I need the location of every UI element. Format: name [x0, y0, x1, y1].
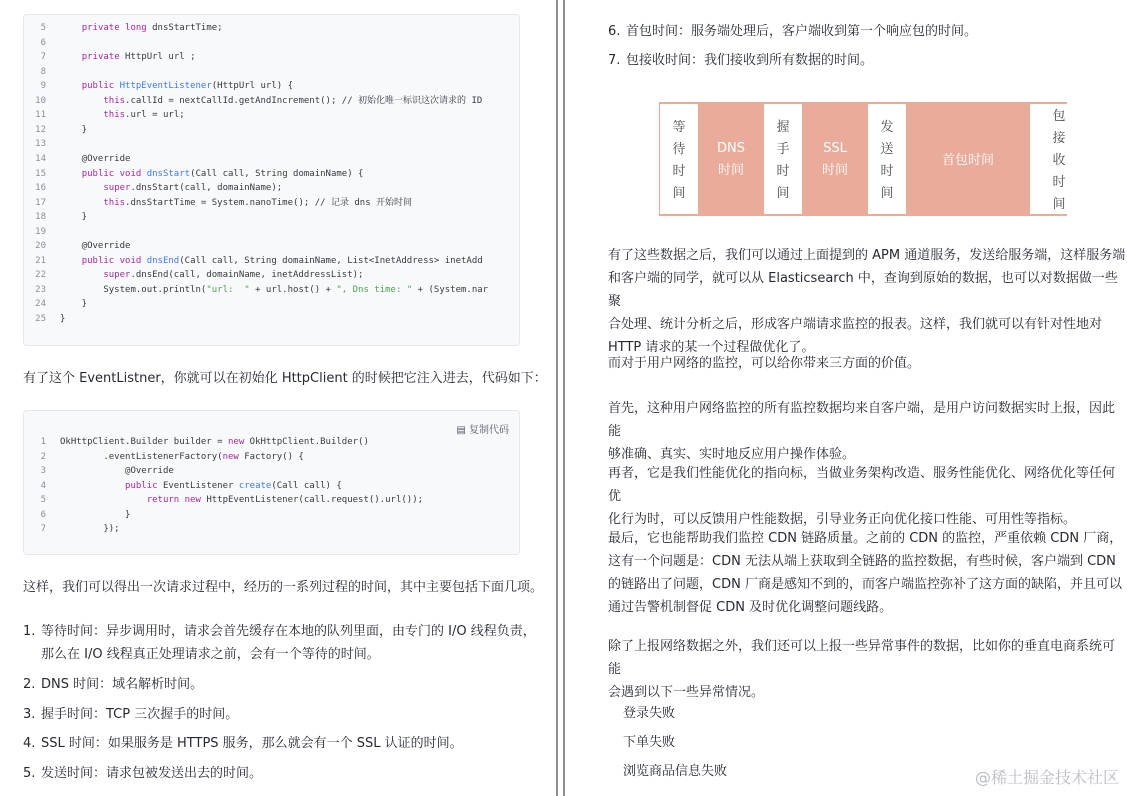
code-line	[24, 450, 304, 464]
copy-code-label: 复制代码	[469, 425, 509, 436]
code-token: }	[60, 124, 88, 135]
code-line	[24, 181, 282, 195]
line-number: 3	[40, 466, 46, 476]
paragraph	[608, 397, 1127, 466]
list-item	[23, 732, 463, 755]
timing-stage-label: 发送时间	[880, 120, 894, 201]
line-number: 23	[35, 284, 46, 295]
code-line	[24, 239, 130, 253]
page-divider	[556, 0, 558, 796]
code-token: super	[103, 270, 131, 281]
code-token: dnsStart	[146, 168, 191, 179]
line-number: 20	[35, 241, 46, 252]
paragraph-line: 的链路出了问题，CDN 厂商是感知不到的，而客户端监控弥补了这方面的缺陷，并且可以	[608, 577, 1122, 592]
code-line	[24, 21, 223, 35]
code-token: .url = url;	[125, 110, 185, 121]
code-token: EventListener	[162, 480, 239, 491]
code-line	[24, 50, 196, 64]
code-token: }	[60, 212, 88, 223]
code-line	[24, 123, 87, 137]
code-token: + url.host() +	[249, 284, 337, 295]
line-number: 13	[35, 139, 46, 150]
watermark: @稀土掘金技术社区	[974, 768, 1119, 787]
code-token	[60, 256, 82, 266]
code-line	[24, 464, 174, 478]
line-number: 9	[40, 81, 46, 92]
timing-stage	[764, 104, 802, 214]
timing-stage-label: DNS 时间	[717, 141, 745, 178]
list-number: 4.	[23, 736, 36, 751]
exception-item: 登录失败	[623, 706, 676, 721]
code-line	[24, 254, 483, 268]
code-line	[24, 508, 130, 522]
line-number: 22	[35, 270, 46, 281]
line-number: 25	[35, 314, 46, 324]
code-token: .eventListenerFactory(	[60, 451, 223, 462]
paragraph-line: 这有一个问题是：CDN 无法从端上获取到全链路的监控数据，有些时候，客户端到 CDN	[608, 554, 1116, 569]
right-page	[565, 0, 1127, 796]
code-token: private	[81, 52, 126, 63]
code-token: (Call call, String domainName, List<InetAddress> inetAdd	[179, 255, 483, 266]
code-token: }	[60, 299, 88, 310]
line-number: 5	[40, 23, 46, 33]
code-token: public void	[81, 168, 147, 179]
timing-stage-label: 包接收时间	[1052, 109, 1066, 212]
list-text: 首包时间：服务端处理后，客户端收到第一个响应包的时间。	[626, 24, 978, 39]
code-token: OkHttpClient.Builder builder =	[60, 437, 228, 447]
code-token: System.out.println(	[60, 284, 207, 295]
code-line	[24, 137, 60, 151]
code-token: dnsStartTime;	[152, 23, 223, 33]
paragraph-line: 会遇到以下一些异常情况。	[608, 685, 765, 700]
paragraph-listener: 有了这个 EventListner，你就可以在初始化 HttpClient 的时候把它注入进去，代码如下：	[23, 371, 547, 386]
timing-stage-label: SSL 时间	[821, 141, 849, 178]
code-token	[60, 110, 103, 120]
line-number: 7	[40, 52, 46, 63]
timing-stage	[806, 104, 864, 214]
timing-stage	[910, 104, 1026, 214]
code-token	[60, 481, 125, 491]
code-token: }	[60, 509, 131, 520]
paragraph-line: 通过告警机制督促 CDN 及时优化调整问题线路。	[608, 600, 893, 615]
list-text: 握手时间：TCP 三次握手的时间。	[41, 706, 239, 722]
code-token: OkHttpClient.Builder()	[249, 437, 369, 447]
exception-item: 浏览商品信息失败	[623, 764, 728, 779]
code-token	[60, 169, 82, 179]
code-token	[60, 52, 82, 62]
code-token: // 初始化唯一标识这次请求的 ID	[341, 95, 483, 106]
list-text-continued: 那么在 I/O 线程真正处理请求之前，会有一个等待的时间。	[41, 647, 380, 662]
paragraph-line: 够准确、真实、实时地反应用户操作体验。	[608, 447, 856, 462]
code-token	[60, 96, 103, 106]
code-token: "url: "	[206, 284, 250, 295]
code-token: public	[81, 81, 120, 92]
code-token	[60, 198, 103, 208]
list-number: 1.	[23, 624, 36, 639]
code-token: HttpUrl url ;	[125, 52, 196, 63]
code-line	[24, 79, 293, 93]
code-token: dnsEnd	[146, 255, 180, 266]
paragraph-line: 最后，它也能帮助我们监控 CDN 链路质量。之前的 CDN 的监控，严重依赖 CDN 厂商，	[608, 531, 1123, 546]
timing-stage-box	[702, 104, 760, 214]
line-number: 8	[40, 66, 46, 77]
line-number: 19	[35, 226, 46, 237]
timing-stage	[868, 104, 906, 214]
timing-stage	[660, 104, 698, 214]
code-line	[24, 522, 120, 536]
code-token	[60, 23, 82, 33]
list-item	[23, 673, 203, 696]
code-line	[24, 36, 60, 50]
exception-item: 下单失败	[623, 735, 676, 750]
paragraph-line: 和客户端的同学，就可以从 Elasticsearch 中，查询到原始的数据，也可以对数据做一些聚	[608, 271, 1118, 309]
left-page	[0, 0, 556, 796]
list-item	[608, 20, 977, 43]
paragraph	[608, 352, 920, 375]
code-token: (Call call, String domainName) {	[190, 168, 364, 179]
code-token: ", Dns time: "	[336, 284, 413, 295]
timing-stage-label: 等待时间	[672, 120, 686, 201]
line-number: 6	[40, 509, 46, 520]
code-token: new	[222, 451, 245, 462]
line-number: 15	[35, 168, 46, 179]
line-number: 24	[35, 299, 46, 310]
list-number: 5.	[23, 765, 36, 781]
code-token: this	[103, 95, 126, 106]
paragraph-process: 这样，我们可以得出一次请求过程中，经历的一系列过程的时间，其中主要包括下面几项。	[23, 580, 544, 595]
code-token: this	[103, 197, 126, 208]
paragraph	[608, 635, 1127, 704]
code-token: (Call call) {	[271, 480, 342, 491]
code-token: HttpEventListener	[119, 81, 212, 92]
code-line	[24, 108, 185, 122]
timing-stage	[702, 104, 760, 214]
code-token: HttpEventListener(call.request().url());	[206, 495, 424, 505]
code-token	[60, 270, 103, 280]
code-token: }	[60, 314, 66, 324]
paragraph-line: 合处理、统计分析之后，形成客户端请求监控的报表。这样，我们就可以有针对性地对	[608, 317, 1103, 332]
code-line	[24, 435, 369, 449]
code-token: @Override	[60, 466, 174, 476]
line-number: 16	[35, 183, 46, 194]
line-number: 1	[40, 437, 46, 447]
code-token: private long	[81, 23, 153, 33]
list-number: 2.	[23, 677, 36, 692]
code-line	[24, 94, 482, 108]
code-line	[24, 479, 342, 493]
line-number: 2	[40, 451, 46, 462]
paragraph-line: 有了这些数据之后，我们可以通过上面提到的 APM 通道服务，发送给服务端，这样服务端	[608, 248, 1126, 263]
list-text: 发送时间：请求包被发送出去的时间。	[41, 765, 263, 781]
code-token: Factory() {	[244, 451, 304, 462]
code-line	[24, 297, 87, 311]
paragraph	[608, 527, 1122, 619]
code-line	[24, 196, 412, 210]
code-token: .callId = nextCallId.getAndIncrement();	[125, 95, 342, 106]
code-token: create	[238, 480, 272, 491]
paragraph-line: 首先，这种用户网络监控的所有监控数据均来自客户端，是用户访问数据实时上报，因此能	[608, 401, 1116, 439]
list-number: 7.	[608, 53, 621, 68]
line-number: 4	[40, 480, 46, 491]
code-token: @Override	[60, 241, 131, 252]
code-token: .dnsEnd(call, domainName, inetAddressList);	[130, 270, 364, 281]
paragraph-line: HTTP 请求的某一个过程做优化了。	[608, 340, 815, 355]
timing-stage	[1030, 104, 1067, 214]
code-line	[24, 152, 130, 166]
timing-stage-box	[806, 104, 864, 214]
paragraph	[608, 244, 1127, 359]
paragraph-line: 而对于用户网络的监控，可以给你带来三方面的价值。	[608, 356, 921, 371]
code-token: });	[60, 524, 120, 534]
line-number: 6	[40, 37, 46, 48]
list-item	[23, 762, 262, 785]
request-timing-diagram	[659, 102, 1067, 216]
code-line	[24, 225, 60, 239]
paragraph	[608, 462, 1127, 531]
list-text: 包接收时间：我们接收到所有数据的时间。	[626, 53, 874, 68]
list-item	[23, 703, 238, 726]
code-token	[60, 81, 82, 91]
paragraph-line: 化行为时，可以反馈用户性能数据，引导业务正向优化接口性能、可用性等指标。	[608, 512, 1077, 527]
line-number: 5	[40, 495, 46, 505]
list-number: 3.	[23, 706, 36, 722]
line-number: 12	[35, 124, 46, 135]
code-token: super	[103, 183, 131, 194]
list-text: 等待时间：异步调用时，请求会首先缓存在本地的队列里面，由专门的 I/O 线程负责，	[41, 624, 536, 639]
line-number: 7	[40, 524, 46, 534]
list-number: 6.	[608, 24, 621, 39]
line-number: 11	[35, 110, 46, 121]
line-number: 21	[35, 255, 46, 266]
code-token	[60, 183, 103, 193]
list-text: DNS 时间：域名解析时间。	[41, 677, 204, 692]
code-line	[24, 283, 488, 297]
code-line	[24, 493, 423, 507]
code-token: public void	[81, 255, 147, 266]
paragraph-line: 再者，它是我们性能优化的指向标，当做业务架构改造、服务性能优化、网络优化等任何优	[608, 466, 1116, 504]
code-token: + (System.nar	[412, 284, 489, 295]
code-token: .dnsStart(call, domainName);	[130, 183, 283, 194]
code-line	[24, 312, 65, 326]
code-line	[24, 268, 363, 282]
code-token: (HttpUrl url) {	[211, 81, 294, 92]
copy-code-button[interactable]: ▤ 复制代码	[456, 425, 509, 436]
code-token: new	[227, 437, 250, 447]
code-token: .dnsStartTime = System.nanoTime(); // 记录 dns 开始时间	[125, 197, 413, 208]
list-item	[23, 620, 536, 666]
code-line	[24, 167, 363, 181]
timing-stage-label: 握手时间	[776, 120, 790, 201]
paragraph-line: 除了上报网络数据之外，我们还可以上报一些异常事件的数据，比如你的垂直电商系统可能	[608, 639, 1116, 677]
code-token: @Override	[60, 153, 131, 164]
code-token: return new	[146, 495, 207, 505]
timing-stage-label: 首包时间	[941, 153, 995, 168]
line-number: 10	[35, 95, 46, 106]
code-block-listener	[23, 14, 520, 346]
code-token: public	[125, 480, 163, 491]
line-number: 18	[35, 212, 46, 223]
code-token	[60, 495, 147, 505]
list-item	[608, 49, 873, 72]
code-line	[24, 65, 60, 79]
code-line	[24, 210, 87, 224]
code-block-builder	[23, 410, 520, 555]
code-token: this	[103, 110, 126, 121]
list-text: SSL 时间：如果服务是 HTTPS 服务，那么就会有一个 SSL 认证的时间。	[41, 736, 463, 751]
line-number: 17	[35, 197, 46, 208]
line-number: 14	[35, 153, 46, 164]
